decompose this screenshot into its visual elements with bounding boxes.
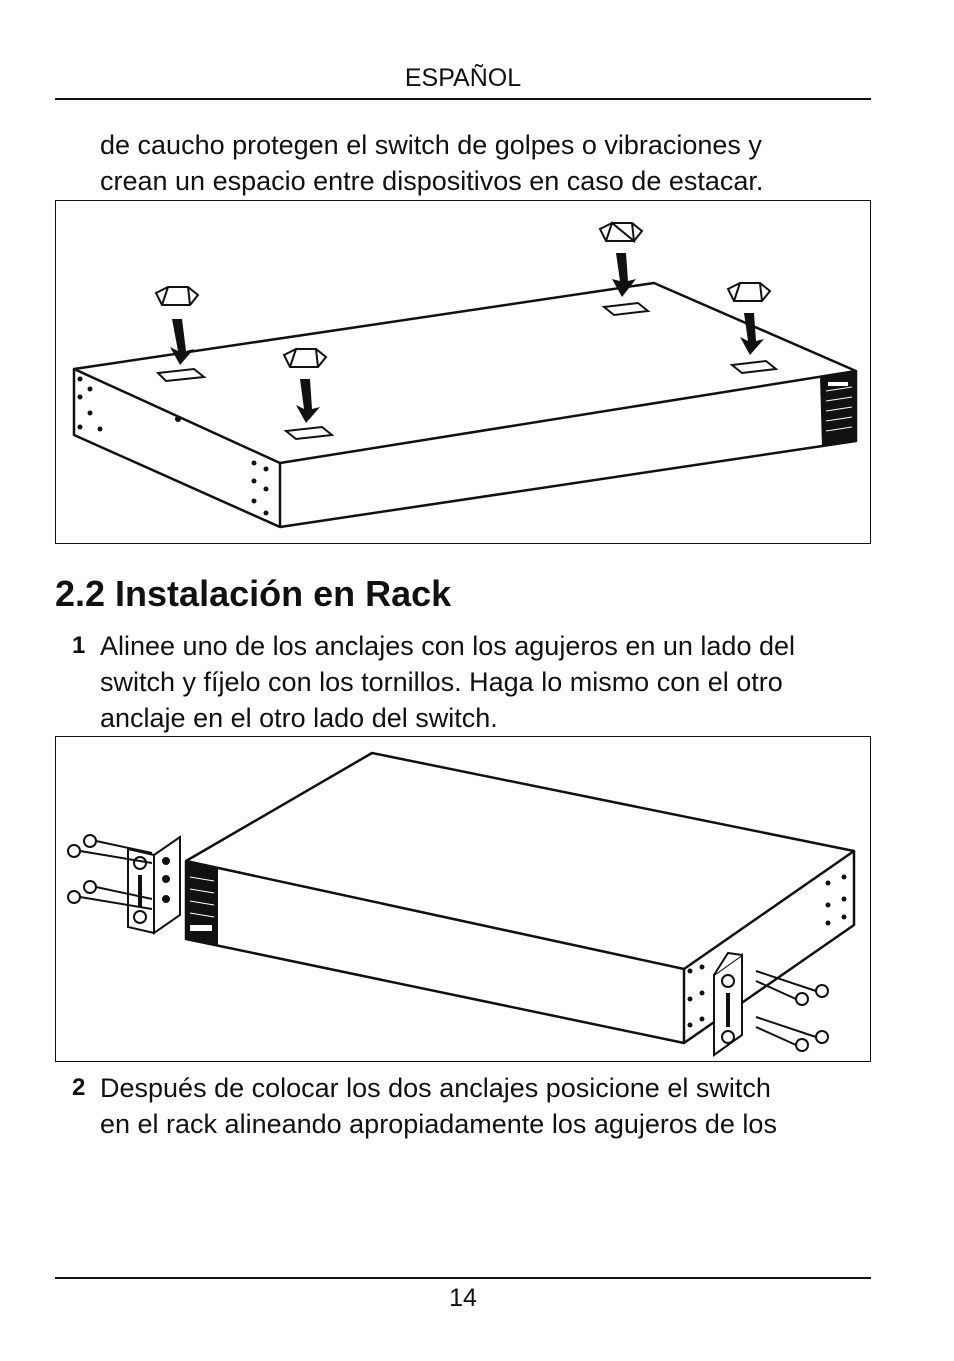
front-panel-icon xyxy=(186,861,218,945)
intro-line-2: crean un espacio entre dispositivos en caso de estacar. xyxy=(100,166,764,196)
mounting-bracket-right-icon xyxy=(714,953,742,1055)
rubber-feet-illustration xyxy=(56,201,870,543)
front-panel-icon xyxy=(820,371,856,447)
step-2-number: 2 xyxy=(72,1074,86,1101)
page-header-language: ESPAÑOL xyxy=(404,64,522,92)
step-1-line-1: Alinee uno de los anclajes con los agujeros en un lado del xyxy=(100,631,795,661)
header-rule xyxy=(55,98,871,100)
intro-line-1: de caucho protegen el switch de golpes o vibraciones y xyxy=(100,130,762,160)
footer-rule xyxy=(55,1277,871,1279)
figure-rubber-feet xyxy=(55,200,871,544)
step-2-line-2: en el rack alineando apropiadamente los agujeros de los xyxy=(100,1109,777,1139)
step-2-text xyxy=(100,1070,890,1142)
step-2-line-1: Después de colocar los dos anclajes posicione el switch xyxy=(100,1073,771,1103)
step-1-text xyxy=(100,628,890,736)
step-1-number: 1 xyxy=(72,632,86,659)
rack-brackets-illustration xyxy=(56,737,870,1061)
step-1-line-3: anclaje en el otro lado del switch. xyxy=(100,703,498,733)
step-1-line-2: switch y fíjelo con los tornillos. Haga lo mismo con el otro xyxy=(100,667,783,697)
page-number: 14 xyxy=(449,1284,477,1312)
figure-rack-brackets xyxy=(55,736,871,1062)
section-title: 2.2 Instalación en Rack xyxy=(55,573,452,614)
intro-paragraph xyxy=(100,127,890,199)
mounting-bracket-left-icon xyxy=(128,837,180,933)
